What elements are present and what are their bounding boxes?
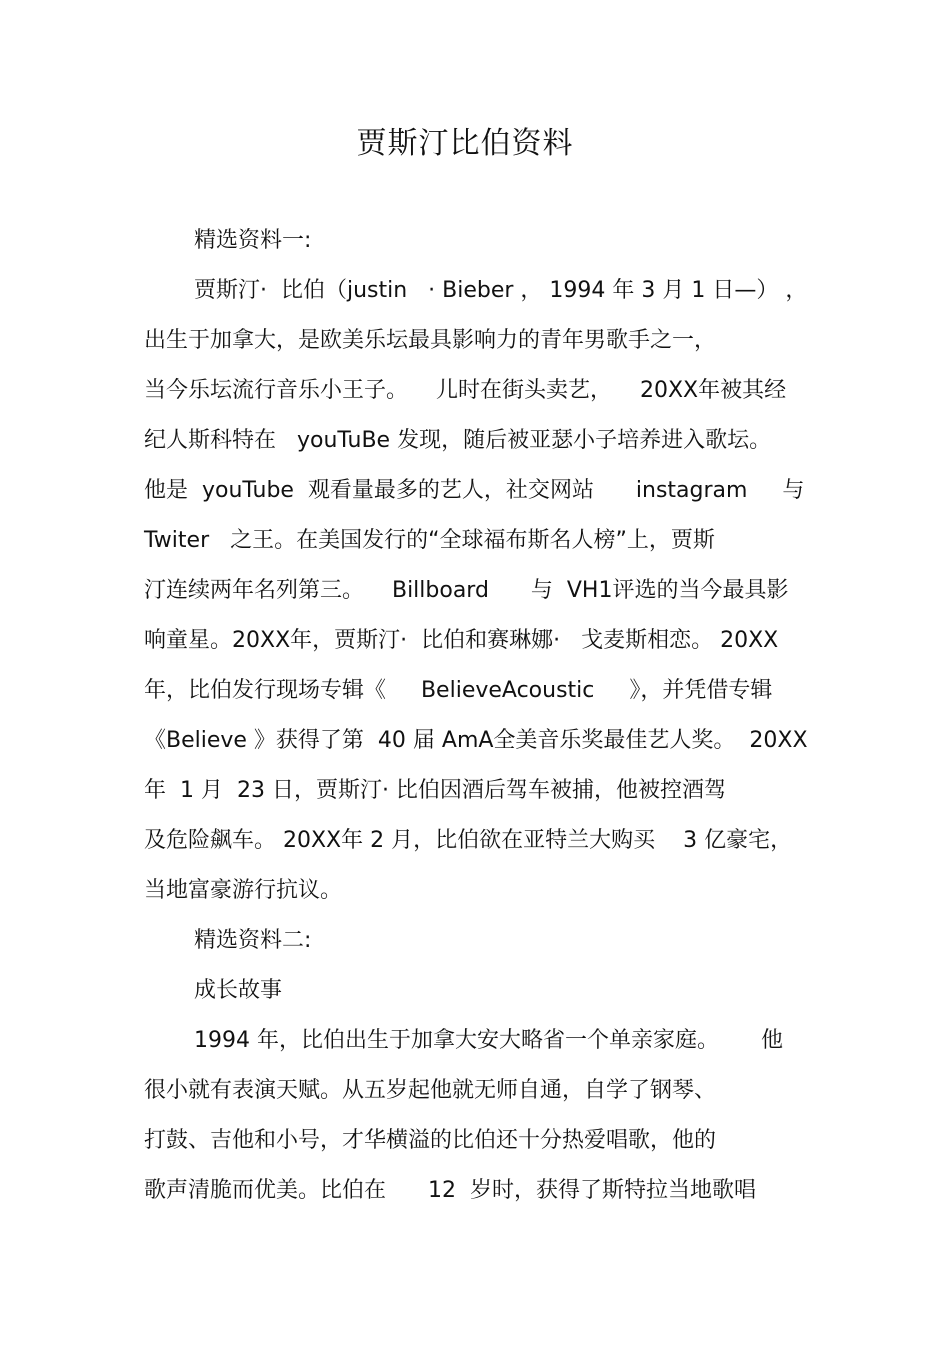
paragraph-line: 及危险飙车。 20XX年 2 月，比伯欲在亚特兰大购买 3 亿豪宅， (144, 828, 793, 853)
paragraph-line: 年 1 月 23 日，贾斯汀· 比伯因酒后驾车被捕，他被控酒驾 (144, 778, 726, 803)
paragraph-line: 当今乐坛流行音乐小王子。 儿时在街头卖艺， 20XX年被其经 (144, 378, 787, 403)
paragraph-line: 他是 youTube 观看量最多的艺人，社交网站 instagram 与 (144, 478, 805, 503)
paragraph-line: 很小就有表演天赋。从五岁起他就无师自通，自学了钢琴、 (144, 1078, 717, 1103)
paragraph-line: 纪人斯科特在 youTuBe 发现，随后被亚瑟小子培养进入歌坛。 (144, 428, 772, 453)
document-title: 贾斯汀比伯资料 (356, 126, 574, 161)
paragraph-line: 打鼓、吉他和小号，才华横溢的比伯还十分热爱唱歌，他的 (144, 1128, 717, 1153)
paragraph-line: 贾斯汀· 比伯（justin · Bieber ， 1994 年 3 月 1 日—） ， (194, 278, 808, 303)
subheading: 成长故事 (194, 978, 283, 1003)
paragraph-line: Twiter 之王。在美国发行的“全球福布斯名人榜”上，贾斯 (144, 528, 715, 553)
paragraph-line: 年，比伯发行现场专辑《 BelieveAcoustic 》，并凭借专辑 (144, 678, 773, 703)
paragraph-line: 歌声清脆而优美。比伯在 12 岁时，获得了斯特拉当地歌唱 (144, 1178, 756, 1203)
paragraph-line: 汀连续两年名列第三。 Billboard 与 VH1评选的当今最具影 (144, 578, 789, 603)
paragraph-line: 响童星。20XX年，贾斯汀· 比伯和赛琳娜· 戈麦斯相恋。 20XX (144, 628, 779, 653)
paragraph-line: 当地富豪游行抗议。 (144, 878, 343, 903)
paragraph-line: 出生于加拿大，是欧美乐坛最具影响力的青年男歌手之一， (144, 328, 717, 353)
paragraph-line: 1994 年，比伯出生于加拿大安大略省一个单亲家庭。 他 (194, 1028, 783, 1053)
section-heading-1: 精选资料一: (194, 228, 312, 253)
paragraph-line: 《Believe 》获得了第 40 届 AmA全美音乐奖最佳艺人奖。 20XX (144, 728, 808, 753)
section-heading-2: 精选资料二: (194, 928, 312, 953)
